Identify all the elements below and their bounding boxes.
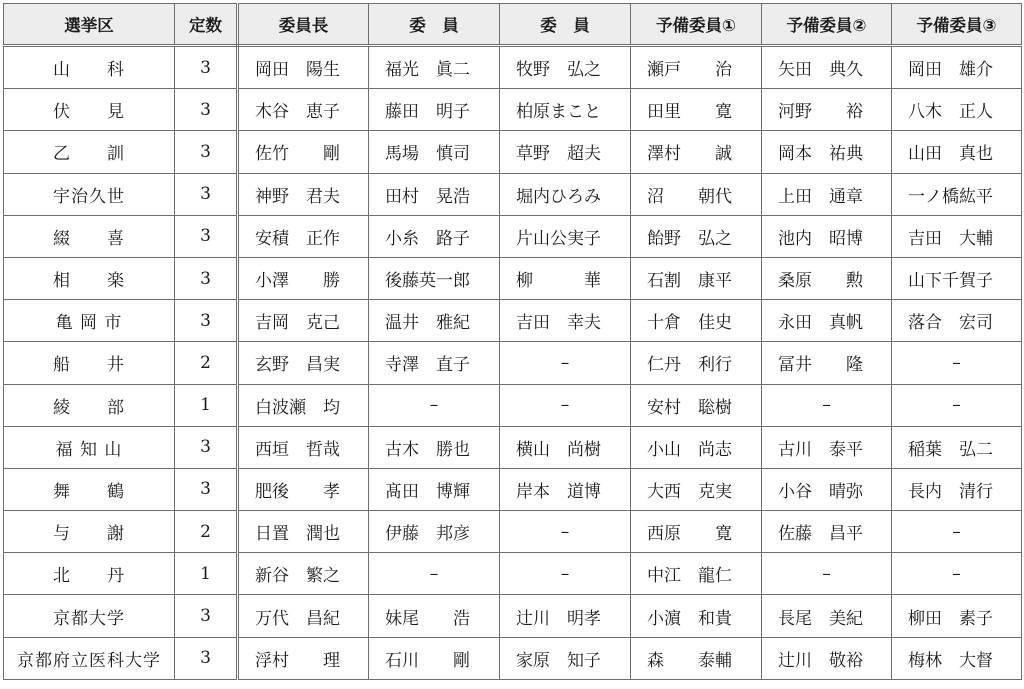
member-name-cell: 稲葉 弘二 — [892, 426, 1022, 468]
member-name-cell: 牧野 弘之 — [500, 46, 631, 89]
member-name-cell: 山田 真也 — [892, 131, 1022, 173]
member-name-cell: 伊藤 邦彦 — [369, 511, 500, 553]
member-name-cell: – — [762, 553, 892, 595]
member-name-cell: – — [500, 384, 631, 426]
member-name-cell: 吉田 幸夫 — [500, 300, 631, 342]
seats-cell: 3 — [175, 637, 238, 679]
member-name-cell: 柏原まこと — [500, 89, 631, 131]
district-cell: 京都府立医科大学 — [4, 637, 175, 679]
district-cell: 福 知 山 — [4, 426, 175, 468]
header-row — [4, 4, 1022, 46]
member-name-cell: 仁丹 利行 — [631, 342, 762, 384]
seats-cell: 3 — [175, 131, 238, 173]
member-name-cell: 柳田 素子 — [892, 595, 1022, 637]
seats-cell: 3 — [175, 595, 238, 637]
member-name-cell: 森 泰輔 — [631, 637, 762, 679]
table-row — [4, 595, 1022, 637]
member-name-cell: 梅林 大督 — [892, 637, 1022, 679]
header-member-2: 委 員 — [500, 4, 631, 46]
member-name-cell: – — [500, 553, 631, 595]
member-name-cell: 辻川 敬裕 — [762, 637, 892, 679]
member-name-cell: 落合 宏司 — [892, 300, 1022, 342]
table-row — [4, 257, 1022, 299]
district-cell: 綾 部 — [4, 384, 175, 426]
member-name-cell: 柳 華 — [500, 257, 631, 299]
header-district: 選挙区 — [4, 4, 175, 46]
member-name-cell: 山下千賀子 — [892, 257, 1022, 299]
member-name-cell: – — [892, 342, 1022, 384]
member-name-cell: 安村 聡樹 — [631, 384, 762, 426]
seats-cell: 3 — [175, 173, 238, 215]
member-name-cell: 古川 泰平 — [762, 426, 892, 468]
member-name-cell: 河野 裕 — [762, 89, 892, 131]
table-row — [4, 426, 1022, 468]
member-name-cell: 田村 晃浩 — [369, 173, 500, 215]
seats-cell: 1 — [175, 384, 238, 426]
member-name-cell: 吉田 大輔 — [892, 215, 1022, 257]
table-row — [4, 215, 1022, 257]
member-name-cell: 上田 通章 — [762, 173, 892, 215]
member-name-cell: 肥後 孝 — [238, 468, 369, 510]
member-name-cell: 小濵 和貴 — [631, 595, 762, 637]
member-name-cell: – — [892, 553, 1022, 595]
member-name-cell: 妹尾 浩 — [369, 595, 500, 637]
district-cell: 相 楽 — [4, 257, 175, 299]
member-name-cell: 桑原 勲 — [762, 257, 892, 299]
member-name-cell: 堀内ひろみ — [500, 173, 631, 215]
member-name-cell: 瀬戸 治 — [631, 46, 762, 89]
member-name-cell: 長内 清行 — [892, 468, 1022, 510]
header-reserve-3: 予備委員③ — [892, 4, 1022, 46]
member-name-cell: 石割 康平 — [631, 257, 762, 299]
member-name-cell: 小山 尚志 — [631, 426, 762, 468]
member-name-cell: 矢田 典久 — [762, 46, 892, 89]
member-name-cell: 岡田 陽生 — [238, 46, 369, 89]
member-name-cell: 安積 正作 — [238, 215, 369, 257]
district-cell: 乙 訓 — [4, 131, 175, 173]
member-name-cell: 岡本 祐典 — [762, 131, 892, 173]
table-row — [4, 468, 1022, 510]
district-cell: 綴 喜 — [4, 215, 175, 257]
member-name-cell: 西垣 哲哉 — [238, 426, 369, 468]
table-row — [4, 46, 1022, 89]
district-cell: 伏 見 — [4, 89, 175, 131]
member-name-cell: 十倉 佳史 — [631, 300, 762, 342]
member-name-cell: – — [500, 342, 631, 384]
header-seats: 定数 — [175, 4, 238, 46]
header-reserve-1: 予備委員① — [631, 4, 762, 46]
table-row — [4, 511, 1022, 553]
seats-cell: 1 — [175, 553, 238, 595]
member-name-cell: 吉岡 克己 — [238, 300, 369, 342]
member-name-cell: 新谷 繁之 — [238, 553, 369, 595]
member-name-cell: 小谷 晴弥 — [762, 468, 892, 510]
table-row — [4, 384, 1022, 426]
member-name-cell: 澤村 誠 — [631, 131, 762, 173]
member-name-cell: 岸本 道博 — [500, 468, 631, 510]
member-name-cell: 冨井 隆 — [762, 342, 892, 384]
member-name-cell: 片山公実子 — [500, 215, 631, 257]
district-cell: 舞 鶴 — [4, 468, 175, 510]
member-name-cell: 後藤英一郎 — [369, 257, 500, 299]
member-name-cell: 沼 朝代 — [631, 173, 762, 215]
member-name-cell: 横山 尚樹 — [500, 426, 631, 468]
member-name-cell: 中江 龍仁 — [631, 553, 762, 595]
seats-cell: 3 — [175, 89, 238, 131]
member-name-cell: 白波瀬 均 — [238, 384, 369, 426]
table-row — [4, 637, 1022, 679]
member-name-cell: 長尾 美紀 — [762, 595, 892, 637]
member-name-cell: 藤田 明子 — [369, 89, 500, 131]
seats-cell: 3 — [175, 426, 238, 468]
district-cell: 宇治久世 — [4, 173, 175, 215]
header-chair: 委員長 — [238, 4, 369, 46]
member-name-cell: 福光 眞二 — [369, 46, 500, 89]
member-name-cell: 草野 超夫 — [500, 131, 631, 173]
district-cell: 亀 岡 市 — [4, 300, 175, 342]
seats-cell: 3 — [175, 468, 238, 510]
member-name-cell: 佐藤 昌平 — [762, 511, 892, 553]
member-name-cell: 石川 剛 — [369, 637, 500, 679]
member-name-cell: 小糸 路子 — [369, 215, 500, 257]
roster-table-container — [3, 3, 1022, 680]
member-name-cell: 田里 寛 — [631, 89, 762, 131]
member-name-cell: 木谷 恵子 — [238, 89, 369, 131]
member-name-cell: – — [369, 384, 500, 426]
member-name-cell: 神野 君夫 — [238, 173, 369, 215]
member-name-cell: 浮村 理 — [238, 637, 369, 679]
seats-cell: 2 — [175, 511, 238, 553]
member-name-cell: – — [762, 384, 892, 426]
member-name-cell: 古木 勝也 — [369, 426, 500, 468]
district-cell: 山 科 — [4, 46, 175, 89]
member-name-cell: 佐竹 剛 — [238, 131, 369, 173]
district-cell: 船 井 — [4, 342, 175, 384]
committee-roster-table — [3, 3, 1022, 680]
member-name-cell: – — [369, 553, 500, 595]
member-name-cell: 小澤 勝 — [238, 257, 369, 299]
seats-cell: 3 — [175, 257, 238, 299]
member-name-cell: 飴野 弘之 — [631, 215, 762, 257]
table-row — [4, 342, 1022, 384]
district-cell: 京都大学 — [4, 595, 175, 637]
member-name-cell: 辻川 明孝 — [500, 595, 631, 637]
member-name-cell: 一ノ橋紘平 — [892, 173, 1022, 215]
member-name-cell: 寺澤 直子 — [369, 342, 500, 384]
member-name-cell: 温井 雅紀 — [369, 300, 500, 342]
member-name-cell: – — [500, 511, 631, 553]
member-name-cell: – — [892, 511, 1022, 553]
roster-body — [4, 46, 1022, 680]
member-name-cell: 家原 知子 — [500, 637, 631, 679]
seats-cell: 3 — [175, 215, 238, 257]
seats-cell: 3 — [175, 46, 238, 89]
member-name-cell: 池内 昭博 — [762, 215, 892, 257]
header-reserve-2: 予備委員② — [762, 4, 892, 46]
member-name-cell: 永田 真帆 — [762, 300, 892, 342]
header-member-1: 委 員 — [369, 4, 500, 46]
seats-cell: 2 — [175, 342, 238, 384]
table-row — [4, 300, 1022, 342]
seats-cell: 3 — [175, 300, 238, 342]
member-name-cell: 日置 潤也 — [238, 511, 369, 553]
district-cell: 与 謝 — [4, 511, 175, 553]
member-name-cell: 西原 寛 — [631, 511, 762, 553]
table-row — [4, 173, 1022, 215]
table-row — [4, 89, 1022, 131]
table-row — [4, 131, 1022, 173]
member-name-cell: – — [892, 384, 1022, 426]
member-name-cell: 玄野 昌実 — [238, 342, 369, 384]
member-name-cell: 万代 昌紀 — [238, 595, 369, 637]
district-cell: 北 丹 — [4, 553, 175, 595]
member-name-cell: 髙田 博輝 — [369, 468, 500, 510]
member-name-cell: 大西 克実 — [631, 468, 762, 510]
member-name-cell: 八木 正人 — [892, 89, 1022, 131]
table-row — [4, 553, 1022, 595]
member-name-cell: 岡田 雄介 — [892, 46, 1022, 89]
member-name-cell: 馬場 慎司 — [369, 131, 500, 173]
